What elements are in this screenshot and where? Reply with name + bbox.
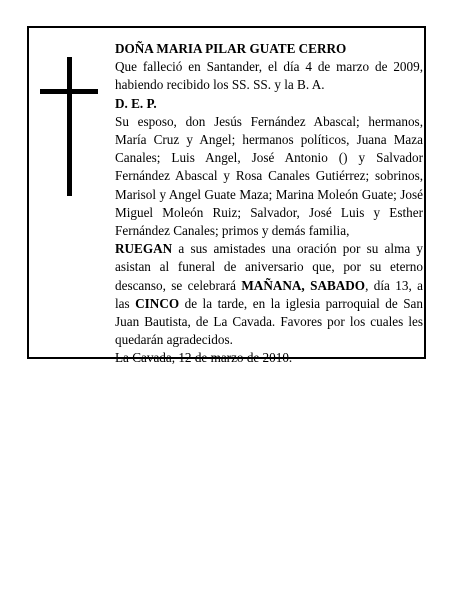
cross-icon-crossbar <box>40 89 98 94</box>
deceased-name: DOÑA MARIA PILAR GUATE CERRO <box>115 41 347 56</box>
obituary-notice <box>27 26 426 366</box>
request-text-3: de la tarde, en la iglesia parroquial de San Juan Bautista, de La Cavada. Favores por los cuales les quedarán agradecidos. <box>115 295 423 348</box>
request-word: RUEGAN <box>115 241 173 257</box>
place-date: La Cavada, 12 de marzo de 2010. <box>115 350 293 366</box>
request-paragraph <box>115 240 423 349</box>
day-word: MAÑANA, SABADO <box>241 277 366 293</box>
hour-word: CINCO <box>135 295 180 311</box>
cross-icon <box>67 57 72 196</box>
request-text-2: , día 13, a las <box>115 277 423 311</box>
family-paragraph: Su esposo, don Jesús Fernández Abascal; hermanos, María Cruz y Angel; hermanos políticos, Juana Maza Canales; Luis Angel, José Antonio () y Salvador Fernández Abascal y Rosa Canales Gutiérrez; sobrinos, Marisol y Angel Guate Maza; Marina Moleón Guate; José Miguel Moleón Ruiz; Salvador, José Luis y Esther Fernández Canales; primos y demás familia, <box>115 113 423 239</box>
notice-text <box>115 40 423 368</box>
death-line: Que falleció en Santander, el día 4 de marzo de 2009, habiendo recibido los SS. SS. y la B. A. <box>115 59 423 93</box>
request-text-1: a sus amistades una oración por su alma y asistan al funeral de aniversario que, por su eterno descanso, se celebrará <box>115 241 423 293</box>
dep-heading: D. E. P. <box>115 95 157 111</box>
